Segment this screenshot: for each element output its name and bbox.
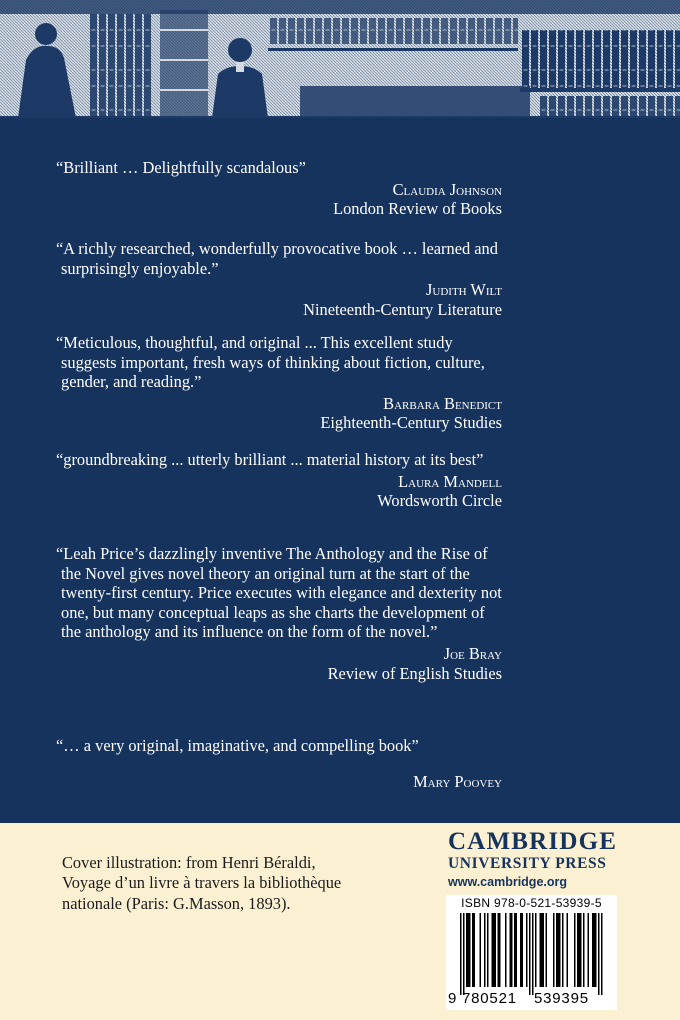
review-author: Barbara Benedict	[383, 393, 502, 413]
barcode-bar	[516, 913, 518, 987]
review-source: Eighteenth-Century Studies	[320, 413, 502, 433]
barcode-bar	[583, 913, 585, 987]
barcode-bar	[541, 913, 543, 987]
barcode-bar	[463, 913, 465, 995]
barcode-bar	[526, 913, 528, 987]
barcode-bar	[493, 913, 495, 987]
barcode-bar	[543, 913, 545, 987]
barcode-bar	[466, 913, 468, 987]
barcode-bar	[472, 913, 474, 987]
library-engraving-icon	[0, 0, 680, 118]
review-6	[56, 736, 506, 791]
barcode-bar	[498, 913, 500, 987]
barcode-bar	[522, 913, 524, 987]
review-quote: “… a very original, imaginative, and compelling book”	[56, 736, 419, 755]
barcode-bar	[579, 913, 581, 987]
barcode-bar	[540, 913, 542, 987]
review-quote: “Leah Price’s dazzlingly inventive The Anthology and the Rise of the Novel gives novel theory an original turn at the start of the twenty-first century. Price executes with elegance and dexterity not one, but many conceptual leaps as she charts the development of the anthology and its influence on the form of the novel.”	[56, 544, 502, 642]
barcode-bar	[535, 913, 537, 987]
barcode-bar	[577, 913, 579, 987]
barcode-bar	[592, 913, 594, 987]
review-source: Wordsworth Circle	[377, 491, 502, 511]
barcode-bar	[574, 913, 576, 987]
review-source: London Review of Books	[333, 199, 502, 219]
barcode-bar	[511, 913, 513, 987]
barcode-bar	[484, 913, 486, 987]
barcode-bar	[474, 913, 476, 987]
review-4	[56, 450, 506, 511]
isbn-barcode	[446, 895, 617, 1010]
review-2	[56, 239, 506, 319]
barcode-bar	[595, 913, 597, 987]
review-source: Nineteenth-Century Literature	[303, 299, 502, 319]
barcode-bar	[480, 913, 482, 987]
review-3	[56, 333, 506, 433]
barcode-bar	[514, 913, 516, 987]
review-author: Claudia Johnson	[392, 179, 502, 199]
publisher-subtitle: UNIVERSITY PRESS	[448, 855, 607, 872]
review-quote: “Meticulous, thoughtful, and original ... This excellent study suggests important, fresh ways of thinking about fiction, culture, gender, and reading.”	[56, 333, 485, 392]
review-source: Review of English Studies	[327, 663, 502, 683]
barcode-bar	[529, 913, 531, 995]
barcode-bar	[532, 913, 534, 995]
barcode-bar	[460, 913, 462, 995]
barcode-bar	[505, 913, 507, 987]
barcode-bar	[510, 913, 512, 987]
review-author: Mary Poovey	[413, 771, 502, 791]
barcode-right-group: 539395	[534, 990, 589, 1007]
barcode-bar	[492, 913, 494, 987]
barcode-bar	[469, 913, 471, 987]
publisher-url: www.cambridge.org	[448, 875, 568, 889]
review-quote: “Brilliant … Delightfully scandalous”	[56, 158, 306, 177]
barcode-bar	[558, 913, 560, 987]
barcode-bar	[546, 913, 548, 987]
barcode-bar	[468, 913, 470, 987]
barcode-bar	[553, 913, 555, 987]
reviews-panel	[0, 118, 680, 823]
isbn-label: ISBN 978-0-521-53939-5	[461, 896, 602, 910]
review-author: Joe Bray	[443, 643, 502, 663]
review-1	[56, 158, 506, 219]
barcode-bar	[487, 913, 489, 987]
barcode-bar	[495, 913, 497, 987]
barcode-bar	[559, 913, 561, 987]
barcode-bar	[588, 913, 590, 987]
publisher-logo	[448, 829, 628, 890]
footer-panel	[0, 823, 680, 1020]
review-quote: “A richly researched, wonderfully provocative book … learned and surprisingly enjoyable.”	[56, 239, 498, 278]
barcode-bar	[499, 913, 501, 987]
cover-credit: Cover illustration: from Henri Béraldi, Voyage d’un livre à travers la bibliothèque nationale (Paris: G.Masson, 1893).	[62, 853, 342, 913]
barcode-bar	[556, 913, 558, 987]
barcode-bar	[601, 913, 603, 995]
barcode-left-group: 780521	[462, 990, 517, 1007]
barcode-bar	[594, 913, 596, 987]
barcode-bar	[562, 913, 564, 987]
publisher-name: CAMBRIDGE	[448, 828, 618, 855]
review-5	[56, 544, 506, 683]
barcode-bar	[580, 913, 582, 987]
review-quote: “groundbreaking ... utterly brilliant ... material history at its best”	[56, 450, 484, 469]
barcode-bar	[520, 913, 522, 987]
review-author: Judith Wilt	[426, 280, 502, 300]
barcode-bar	[567, 913, 569, 987]
barcode-first-digit: 9	[448, 990, 458, 1007]
review-author: Laura Mandell	[398, 471, 502, 491]
barcode-bar	[598, 913, 600, 995]
